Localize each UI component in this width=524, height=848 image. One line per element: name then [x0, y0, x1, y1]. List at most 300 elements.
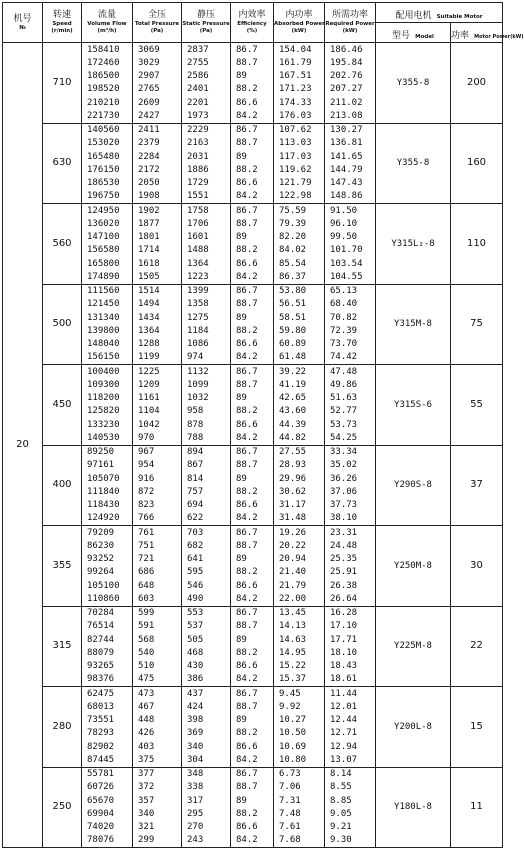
total-pressure-cell: 448: [133, 714, 182, 727]
flow-cell: 131340: [82, 311, 133, 324]
absorbed-power-cell: 20.22: [274, 539, 325, 552]
flow-cell: 87445: [82, 753, 133, 767]
efficiency-cell: 88.2: [231, 485, 274, 498]
static-pressure-cell: 894: [182, 445, 231, 459]
flow-cell: 118200: [82, 392, 133, 405]
efficiency-cell: 88.7: [231, 378, 274, 391]
total-pressure-cell: 1618: [133, 257, 182, 270]
flow-cell: 133230: [82, 418, 133, 431]
absorbed-power-cell: 9.45: [274, 687, 325, 701]
required-power-cell: 11.44: [325, 687, 376, 701]
static-pressure-cell: 340: [182, 740, 231, 753]
efficiency-cell: 89: [231, 392, 274, 405]
total-pressure-cell: 475: [133, 673, 182, 687]
static-pressure-cell: 2031: [182, 150, 231, 163]
efficiency-cell: 84.2: [231, 109, 274, 123]
motor-power-cell: 15: [451, 687, 503, 768]
required-power-cell: 18.61: [325, 673, 376, 687]
performance-table-container: [2, 2, 524, 846]
total-pressure-cell: 1877: [133, 217, 182, 230]
required-power-cell: 8.85: [325, 794, 376, 807]
motor-power-cell: 30: [451, 526, 503, 607]
required-power-cell: 207.27: [325, 83, 376, 96]
efficiency-cell: 86.7: [231, 123, 274, 137]
static-pressure-cell: 1886: [182, 163, 231, 176]
static-pressure-cell: 788: [182, 431, 231, 445]
motor-model-cell: Y315L₂-8: [376, 204, 451, 285]
required-power-cell: 12.94: [325, 740, 376, 753]
absorbed-power-cell: 56.51: [274, 298, 325, 311]
flow-cell: 99264: [82, 566, 133, 579]
total-pressure-cell: 357: [133, 794, 182, 807]
absorbed-power-cell: 6.73: [274, 767, 325, 781]
absorbed-power-cell: 7.61: [274, 821, 325, 834]
flow-cell: 156580: [82, 244, 133, 257]
static-pressure-cell: 398: [182, 714, 231, 727]
motor-model-cell: Y225M-8: [376, 606, 451, 687]
total-pressure-cell: 2050: [133, 177, 182, 190]
static-pressure-cell: 595: [182, 566, 231, 579]
header-static-pressure: 静压 Static Pressure (Pa): [182, 3, 231, 43]
required-power-cell: 147.43: [325, 177, 376, 190]
static-pressure-cell: 2755: [182, 56, 231, 69]
efficiency-cell: 84.2: [231, 673, 274, 687]
total-pressure-cell: 591: [133, 620, 182, 633]
absorbed-power-cell: 174.33: [274, 96, 325, 109]
required-power-cell: 17.71: [325, 633, 376, 646]
absorbed-power-cell: 42.65: [274, 392, 325, 405]
efficiency-cell: 86.6: [231, 257, 274, 270]
table-row: [3, 687, 503, 701]
static-pressure-cell: 2163: [182, 137, 231, 150]
efficiency-cell: 84.2: [231, 351, 274, 365]
table-row: [3, 606, 503, 620]
required-power-cell: 148.86: [325, 190, 376, 204]
total-pressure-cell: 1514: [133, 284, 182, 298]
required-power-cell: 99.50: [325, 231, 376, 244]
required-power-cell: 70.82: [325, 311, 376, 324]
total-pressure-cell: 299: [133, 834, 182, 848]
static-pressure-cell: 867: [182, 459, 231, 472]
static-pressure-cell: 553: [182, 606, 231, 620]
efficiency-cell: 86.6: [231, 418, 274, 431]
static-pressure-cell: 1032: [182, 392, 231, 405]
total-pressure-cell: 1161: [133, 392, 182, 405]
absorbed-power-cell: 107.62: [274, 123, 325, 137]
motor-model-cell: Y200L-8: [376, 687, 451, 768]
absorbed-power-cell: 59.80: [274, 324, 325, 337]
flow-cell: 148040: [82, 338, 133, 351]
absorbed-power-cell: 30.62: [274, 485, 325, 498]
static-pressure-cell: 295: [182, 807, 231, 820]
efficiency-cell: 84.2: [231, 431, 274, 445]
absorbed-power-cell: 86.37: [274, 270, 325, 284]
efficiency-cell: 88.2: [231, 324, 274, 337]
static-pressure-cell: 1973: [182, 109, 231, 123]
flow-cell: 125820: [82, 405, 133, 418]
static-pressure-cell: 1132: [182, 365, 231, 379]
table-row: [3, 526, 503, 540]
required-power-cell: 144.79: [325, 163, 376, 176]
total-pressure-cell: 603: [133, 592, 182, 606]
required-power-cell: 47.48: [325, 365, 376, 379]
absorbed-power-cell: 14.63: [274, 633, 325, 646]
header-motor-power: 功率 Motor Power(kW): [451, 23, 503, 43]
efficiency-cell: 88.2: [231, 566, 274, 579]
required-power-cell: 38.10: [325, 512, 376, 526]
required-power-cell: 202.76: [325, 70, 376, 83]
efficiency-cell: 86.6: [231, 96, 274, 109]
motor-power-cell: 11: [451, 767, 503, 848]
total-pressure-cell: 766: [133, 512, 182, 526]
required-power-cell: 195.84: [325, 56, 376, 69]
static-pressure-cell: 2229: [182, 123, 231, 137]
efficiency-cell: 88.2: [231, 244, 274, 257]
required-power-cell: 211.02: [325, 96, 376, 109]
static-pressure-cell: 304: [182, 753, 231, 767]
flow-cell: 82902: [82, 740, 133, 753]
absorbed-power-cell: 10.80: [274, 753, 325, 767]
efficiency-cell: 86.7: [231, 43, 274, 57]
static-pressure-cell: 1601: [182, 231, 231, 244]
required-power-cell: 74.42: [325, 351, 376, 365]
table-row: [3, 767, 503, 781]
static-pressure-cell: 814: [182, 472, 231, 485]
flow-cell: 109300: [82, 378, 133, 391]
static-pressure-cell: 424: [182, 700, 231, 713]
efficiency-cell: 84.2: [231, 753, 274, 767]
flow-cell: 97161: [82, 459, 133, 472]
flow-cell: 78293: [82, 727, 133, 740]
efficiency-cell: 86.7: [231, 526, 274, 540]
absorbed-power-cell: 122.98: [274, 190, 325, 204]
static-pressure-cell: 974: [182, 351, 231, 365]
total-pressure-cell: 1225: [133, 365, 182, 379]
required-power-cell: 12.71: [325, 727, 376, 740]
efficiency-cell: 88.2: [231, 163, 274, 176]
efficiency-cell: 89: [231, 150, 274, 163]
flow-cell: 139800: [82, 324, 133, 337]
absorbed-power-cell: 84.02: [274, 244, 325, 257]
static-pressure-cell: 2401: [182, 83, 231, 96]
total-pressure-cell: 2172: [133, 163, 182, 176]
total-pressure-cell: 823: [133, 499, 182, 512]
absorbed-power-cell: 60.89: [274, 338, 325, 351]
static-pressure-cell: 1399: [182, 284, 231, 298]
total-pressure-cell: 2765: [133, 83, 182, 96]
efficiency-cell: 86.6: [231, 821, 274, 834]
speed-cell: 710: [43, 43, 82, 124]
total-pressure-cell: 2427: [133, 109, 182, 123]
flow-cell: 74020: [82, 821, 133, 834]
absorbed-power-cell: 119.62: [274, 163, 325, 176]
total-pressure-cell: 1042: [133, 418, 182, 431]
efficiency-cell: 88.7: [231, 56, 274, 69]
efficiency-cell: 88.2: [231, 646, 274, 659]
flow-cell: 210210: [82, 96, 133, 109]
static-pressure-cell: 490: [182, 592, 231, 606]
required-power-cell: 51.63: [325, 392, 376, 405]
required-power-cell: 65.13: [325, 284, 376, 298]
static-pressure-cell: 386: [182, 673, 231, 687]
required-power-cell: 37.06: [325, 485, 376, 498]
required-power-cell: 141.65: [325, 150, 376, 163]
header-model: 型号 Model: [376, 23, 451, 43]
static-pressure-cell: 348: [182, 767, 231, 781]
flow-cell: 55781: [82, 767, 133, 781]
absorbed-power-cell: 161.79: [274, 56, 325, 69]
table-row: [3, 123, 503, 137]
header-efficiency: 内效率 Efficiency (%): [231, 3, 274, 43]
flow-cell: 68013: [82, 700, 133, 713]
efficiency-cell: 88.7: [231, 459, 274, 472]
absorbed-power-cell: 117.03: [274, 150, 325, 163]
speed-cell: 450: [43, 365, 82, 446]
total-pressure-cell: 2609: [133, 96, 182, 109]
total-pressure-cell: 967: [133, 445, 182, 459]
total-pressure-cell: 377: [133, 767, 182, 781]
required-power-cell: 36.26: [325, 472, 376, 485]
flow-cell: 221730: [82, 109, 133, 123]
efficiency-cell: 84.2: [231, 592, 274, 606]
total-pressure-cell: 1209: [133, 378, 182, 391]
required-power-cell: 17.10: [325, 620, 376, 633]
efficiency-cell: 86.7: [231, 767, 274, 781]
absorbed-power-cell: 113.03: [274, 137, 325, 150]
absorbed-power-cell: 10.50: [274, 727, 325, 740]
total-pressure-cell: 761: [133, 526, 182, 540]
absorbed-power-cell: 22.00: [274, 592, 325, 606]
flow-cell: 174890: [82, 270, 133, 284]
required-power-cell: 186.46: [325, 43, 376, 57]
flow-cell: 110860: [82, 592, 133, 606]
efficiency-cell: 84.2: [231, 190, 274, 204]
header-machine-no: 机号 №: [3, 3, 43, 43]
required-power-cell: 130.27: [325, 123, 376, 137]
efficiency-cell: 86.6: [231, 660, 274, 673]
header-total-pressure: 全压 Total Pressure (Pa): [133, 3, 182, 43]
static-pressure-cell: 338: [182, 781, 231, 794]
flow-cell: 165480: [82, 150, 133, 163]
flow-cell: 140530: [82, 431, 133, 445]
static-pressure-cell: 1358: [182, 298, 231, 311]
absorbed-power-cell: 43.60: [274, 405, 325, 418]
flow-cell: 111840: [82, 485, 133, 498]
absorbed-power-cell: 44.39: [274, 418, 325, 431]
efficiency-cell: 86.7: [231, 606, 274, 620]
required-power-cell: 91.50: [325, 204, 376, 218]
required-power-cell: 101.70: [325, 244, 376, 257]
flow-cell: 65670: [82, 794, 133, 807]
static-pressure-cell: 2586: [182, 70, 231, 83]
efficiency-cell: 86.6: [231, 177, 274, 190]
flow-cell: 105100: [82, 579, 133, 592]
table-row: [3, 365, 503, 379]
flow-cell: 70284: [82, 606, 133, 620]
total-pressure-cell: 721: [133, 553, 182, 566]
required-power-cell: 213.08: [325, 109, 376, 123]
efficiency-cell: 86.6: [231, 338, 274, 351]
total-pressure-cell: 403: [133, 740, 182, 753]
flow-cell: 88079: [82, 646, 133, 659]
absorbed-power-cell: 31.17: [274, 499, 325, 512]
total-pressure-cell: 1104: [133, 405, 182, 418]
flow-cell: 69904: [82, 807, 133, 820]
efficiency-cell: 86.7: [231, 365, 274, 379]
total-pressure-cell: 473: [133, 687, 182, 701]
required-power-cell: 13.07: [325, 753, 376, 767]
flow-cell: 136020: [82, 217, 133, 230]
total-pressure-cell: 540: [133, 646, 182, 659]
required-power-cell: 24.48: [325, 539, 376, 552]
absorbed-power-cell: 53.80: [274, 284, 325, 298]
total-pressure-cell: 510: [133, 660, 182, 673]
table-row: [3, 445, 503, 459]
flow-cell: 111560: [82, 284, 133, 298]
efficiency-cell: 88.2: [231, 727, 274, 740]
absorbed-power-cell: 75.59: [274, 204, 325, 218]
total-pressure-cell: 1288: [133, 338, 182, 351]
efficiency-cell: 89: [231, 311, 274, 324]
total-pressure-cell: 751: [133, 539, 182, 552]
required-power-cell: 26.64: [325, 592, 376, 606]
total-pressure-cell: 1801: [133, 231, 182, 244]
absorbed-power-cell: 167.51: [274, 70, 325, 83]
absorbed-power-cell: 29.96: [274, 472, 325, 485]
required-power-cell: 72.39: [325, 324, 376, 337]
speed-cell: 500: [43, 284, 82, 365]
flow-cell: 147100: [82, 231, 133, 244]
machine-number-cell: 20: [3, 43, 43, 848]
absorbed-power-cell: 15.22: [274, 660, 325, 673]
total-pressure-cell: 1902: [133, 204, 182, 218]
flow-cell: 118430: [82, 499, 133, 512]
flow-cell: 140560: [82, 123, 133, 137]
total-pressure-cell: 686: [133, 566, 182, 579]
efficiency-cell: 88.2: [231, 405, 274, 418]
absorbed-power-cell: 7.31: [274, 794, 325, 807]
static-pressure-cell: 537: [182, 620, 231, 633]
absorbed-power-cell: 79.39: [274, 217, 325, 230]
efficiency-cell: 88.7: [231, 217, 274, 230]
flow-cell: 98376: [82, 673, 133, 687]
required-power-cell: 25.35: [325, 553, 376, 566]
efficiency-cell: 86.6: [231, 499, 274, 512]
static-pressure-cell: 1099: [182, 378, 231, 391]
flow-cell: 86230: [82, 539, 133, 552]
static-pressure-cell: 703: [182, 526, 231, 540]
efficiency-cell: 89: [231, 472, 274, 485]
absorbed-power-cell: 7.06: [274, 781, 325, 794]
static-pressure-cell: 437: [182, 687, 231, 701]
absorbed-power-cell: 176.03: [274, 109, 325, 123]
motor-power-cell: 160: [451, 123, 503, 204]
absorbed-power-cell: 28.93: [274, 459, 325, 472]
total-pressure-cell: 340: [133, 807, 182, 820]
required-power-cell: 96.10: [325, 217, 376, 230]
efficiency-cell: 86.7: [231, 284, 274, 298]
efficiency-cell: 84.2: [231, 270, 274, 284]
static-pressure-cell: 369: [182, 727, 231, 740]
total-pressure-cell: 648: [133, 579, 182, 592]
motor-power-cell: 110: [451, 204, 503, 285]
efficiency-cell: 89: [231, 70, 274, 83]
efficiency-cell: 88.7: [231, 539, 274, 552]
absorbed-power-cell: 27.55: [274, 445, 325, 459]
required-power-cell: 18.43: [325, 660, 376, 673]
static-pressure-cell: 1086: [182, 338, 231, 351]
absorbed-power-cell: 14.13: [274, 620, 325, 633]
required-power-cell: 103.54: [325, 257, 376, 270]
static-pressure-cell: 1758: [182, 204, 231, 218]
total-pressure-cell: 1494: [133, 298, 182, 311]
static-pressure-cell: 505: [182, 633, 231, 646]
flow-cell: 60726: [82, 781, 133, 794]
flow-cell: 76514: [82, 620, 133, 633]
absorbed-power-cell: 61.48: [274, 351, 325, 365]
absorbed-power-cell: 9.92: [274, 700, 325, 713]
total-pressure-cell: 2379: [133, 137, 182, 150]
static-pressure-cell: 1184: [182, 324, 231, 337]
absorbed-power-cell: 21.79: [274, 579, 325, 592]
required-power-cell: 104.55: [325, 270, 376, 284]
static-pressure-cell: 1729: [182, 177, 231, 190]
efficiency-cell: 88.7: [231, 137, 274, 150]
static-pressure-cell: 243: [182, 834, 231, 848]
flow-cell: 79209: [82, 526, 133, 540]
static-pressure-cell: 270: [182, 821, 231, 834]
efficiency-cell: 88.2: [231, 83, 274, 96]
required-power-cell: 12.01: [325, 700, 376, 713]
motor-model-cell: Y315M-8: [376, 284, 451, 365]
speed-cell: 315: [43, 606, 82, 687]
flow-cell: 158410: [82, 43, 133, 57]
static-pressure-cell: 1364: [182, 257, 231, 270]
efficiency-cell: 89: [231, 231, 274, 244]
required-power-cell: 9.05: [325, 807, 376, 820]
total-pressure-cell: 3029: [133, 56, 182, 69]
static-pressure-cell: 2201: [182, 96, 231, 109]
total-pressure-cell: 3069: [133, 43, 182, 57]
efficiency-cell: 88.7: [231, 298, 274, 311]
total-pressure-cell: 467: [133, 700, 182, 713]
total-pressure-cell: 2907: [133, 70, 182, 83]
total-pressure-cell: 1714: [133, 244, 182, 257]
motor-model-cell: Y290S-8: [376, 445, 451, 526]
absorbed-power-cell: 10.27: [274, 714, 325, 727]
required-power-cell: 136.81: [325, 137, 376, 150]
motor-power-cell: 55: [451, 365, 503, 446]
motor-power-cell: 200: [451, 43, 503, 124]
flow-cell: 176150: [82, 163, 133, 176]
required-power-cell: 35.02: [325, 459, 376, 472]
required-power-cell: 33.34: [325, 445, 376, 459]
absorbed-power-cell: 31.48: [274, 512, 325, 526]
motor-power-cell: 22: [451, 606, 503, 687]
flow-cell: 73551: [82, 714, 133, 727]
table-row: [3, 204, 503, 218]
efficiency-cell: 84.2: [231, 512, 274, 526]
flow-cell: 89250: [82, 445, 133, 459]
static-pressure-cell: 1275: [182, 311, 231, 324]
efficiency-cell: 88.7: [231, 781, 274, 794]
efficiency-cell: 86.7: [231, 204, 274, 218]
total-pressure-cell: 372: [133, 781, 182, 794]
motor-power-cell: 75: [451, 284, 503, 365]
efficiency-cell: 84.2: [231, 834, 274, 848]
absorbed-power-cell: 15.37: [274, 673, 325, 687]
absorbed-power-cell: 171.23: [274, 83, 325, 96]
